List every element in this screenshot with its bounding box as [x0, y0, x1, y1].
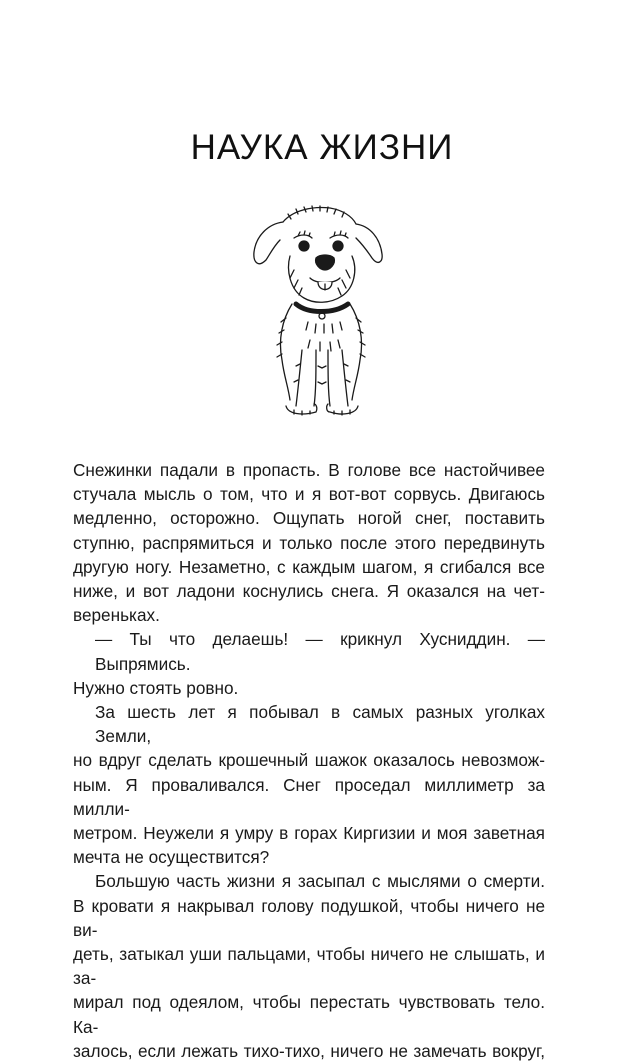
- text-line: Большую часть жизни я засыпал с мыслями о смерти.: [95, 871, 545, 892]
- text-line: Снежинки падали в пропасть. В голове все настойчивее: [73, 460, 545, 480]
- paragraph-1: [73, 458, 545, 627]
- text-line: мечта не осуществится?: [73, 847, 270, 868]
- paragraph-2: [73, 627, 545, 700]
- text-line: медленно, осторожно. Ощупать ногой снег, поставить: [73, 508, 545, 529]
- text-line: ным. Я проваливался. Снег проседал миллиметр за милли-: [73, 774, 545, 819]
- chapter-body: [73, 458, 545, 1063]
- text-line: мирал под одеялом, чтобы перестать чувствовать тело. Ка-: [73, 992, 545, 1037]
- chapter-title: НАУКА ЖИЗНИ: [190, 128, 454, 167]
- text-line: Нужно стоять ровно.: [73, 677, 239, 698]
- text-line: но вдруг сделать крошечный шажок оказалось невозмож-: [73, 750, 545, 771]
- text-line: залось, если лежать тихо-тихо, ничего не замечать вокруг,: [73, 1040, 545, 1061]
- text-line: За шесть лет я побывал в самых разных уголках Земли,: [95, 702, 545, 747]
- text-line: В кровати я накрывал голову подушкой, чтобы ничего не ви-: [73, 895, 545, 940]
- text-line: стучала мысль о том, что и я вот-вот сорвусь. Двигаюсь: [73, 484, 545, 505]
- text-line: ниже, и вот ладони коснулись снега. Я оказался на чет-: [73, 581, 545, 602]
- text-line: деть, затыкал уши пальцами, чтобы ничего не слышать, и за-: [73, 944, 545, 989]
- text-line: — Ты что делаешь! — крикнул Хусниддин. — Выпрямись.: [95, 629, 545, 674]
- text-line: вереньках.: [73, 605, 160, 626]
- paragraph-4: [73, 869, 545, 1063]
- text-line: ступню, распрямиться и только после этого передвинуть: [73, 532, 545, 553]
- text-line: другую ногу. Незаметно, с каждым шагом, я сгибался все: [73, 556, 545, 577]
- dog-illustration-icon: [238, 200, 398, 428]
- text-line: метром. Неужели я умру в горах Киргизии и моя заветная: [73, 823, 545, 844]
- paragraph-3: [73, 700, 545, 869]
